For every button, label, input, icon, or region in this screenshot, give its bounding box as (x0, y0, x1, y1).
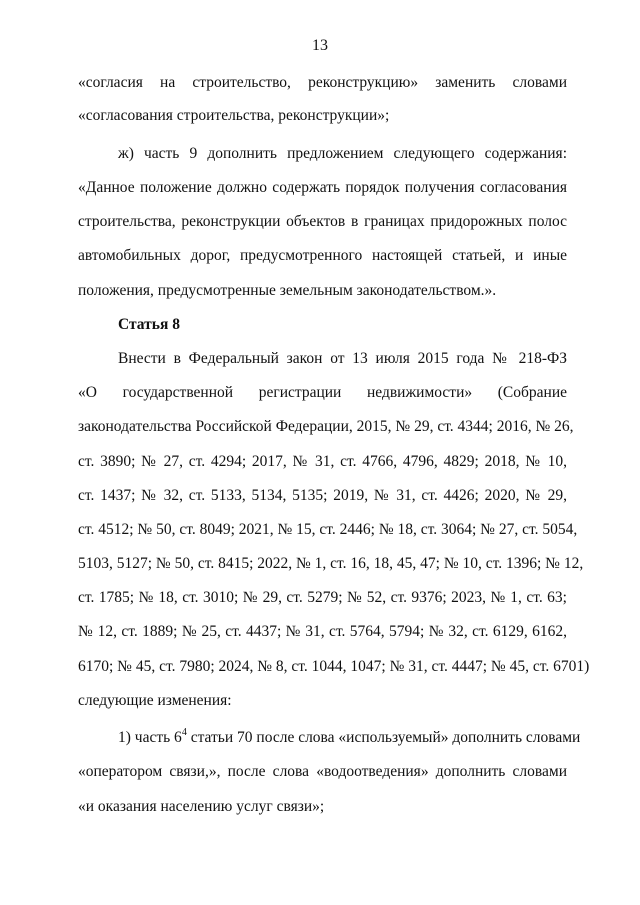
page-number: 13 (312, 37, 328, 54)
text-line: Внести в Федеральный закон от 13 июля 2015 года № 218-ФЗ (118, 350, 567, 367)
text-line: «О государственной регистрации недвижимости» (Собрание (78, 384, 567, 401)
text-line: «согласия на строительство, реконструкцию» заменить словами (78, 74, 567, 91)
text-line: ст. 3890; № 27, ст. 4294; 2017, № 31, ст. 4766, 4796, 4829; 2018, № 10, (78, 453, 567, 470)
text-fragment: 1) часть 6 (118, 729, 182, 746)
text-line: 5103, 5127; № 50, ст. 8415; 2022, № 1, ст. 16, 18, 45, 47; № 10, ст. 1396; № 12, (78, 555, 584, 572)
text-line: строительства, реконструкции объектов в границах придорожных полос (78, 213, 567, 230)
text-line: 6170; № 45, ст. 7980; 2024, № 8, ст. 1044, 1047; № 31, ст. 4447; № 45, ст. 6701) (78, 658, 590, 675)
text-fragment: статьи 70 после слова «используемый» дополнить словами (186, 729, 581, 746)
text-line: «оператором связи,», после слова «водоотведения» дополнить словами (78, 763, 567, 780)
text-line: положения, предусмотренные земельным законодательством.». (78, 282, 497, 299)
text-line: ст. 4512; № 50, ст. 8049; 2021, № 15, ст. 2446; № 18, ст. 3064; № 27, ст. 5054, (78, 521, 578, 538)
text-line: ст. 1785; № 18, ст. 3010; № 29, ст. 5279; № 52, ст. 9376; 2023, № 1, ст. 63; (78, 589, 567, 606)
text-line: «Данное положение должно содержать порядок получения согласования (78, 179, 567, 196)
text-line: № 12, ст. 1889; № 25, ст. 4437; № 31, ст. 5764, 5794; № 32, ст. 6129, 6162, (78, 623, 567, 640)
text-line: ст. 1437; № 32, ст. 5133, 5134, 5135; 2019, № 31, ст. 4426; 2020, № 29, (78, 487, 567, 504)
text-line: следующие изменения: (78, 692, 232, 709)
text-line: автомобильных дорог, предусмотренного настоящей статьей, и иные (78, 247, 567, 264)
text-line: «согласования строительства, реконструкции»; (78, 107, 390, 124)
article-heading: Статья 8 (118, 316, 180, 333)
text-line: «и оказания населению услуг связи»; (78, 798, 325, 815)
text-line: законодательства Российской Федерации, 2015, № 29, ст. 4344; 2016, № 26, (78, 418, 574, 435)
text-line-with-superscript (118, 726, 581, 749)
text-line: ж) часть 9 дополнить предложением следующего содержания: (118, 145, 567, 162)
superscript: 4 (181, 726, 187, 738)
